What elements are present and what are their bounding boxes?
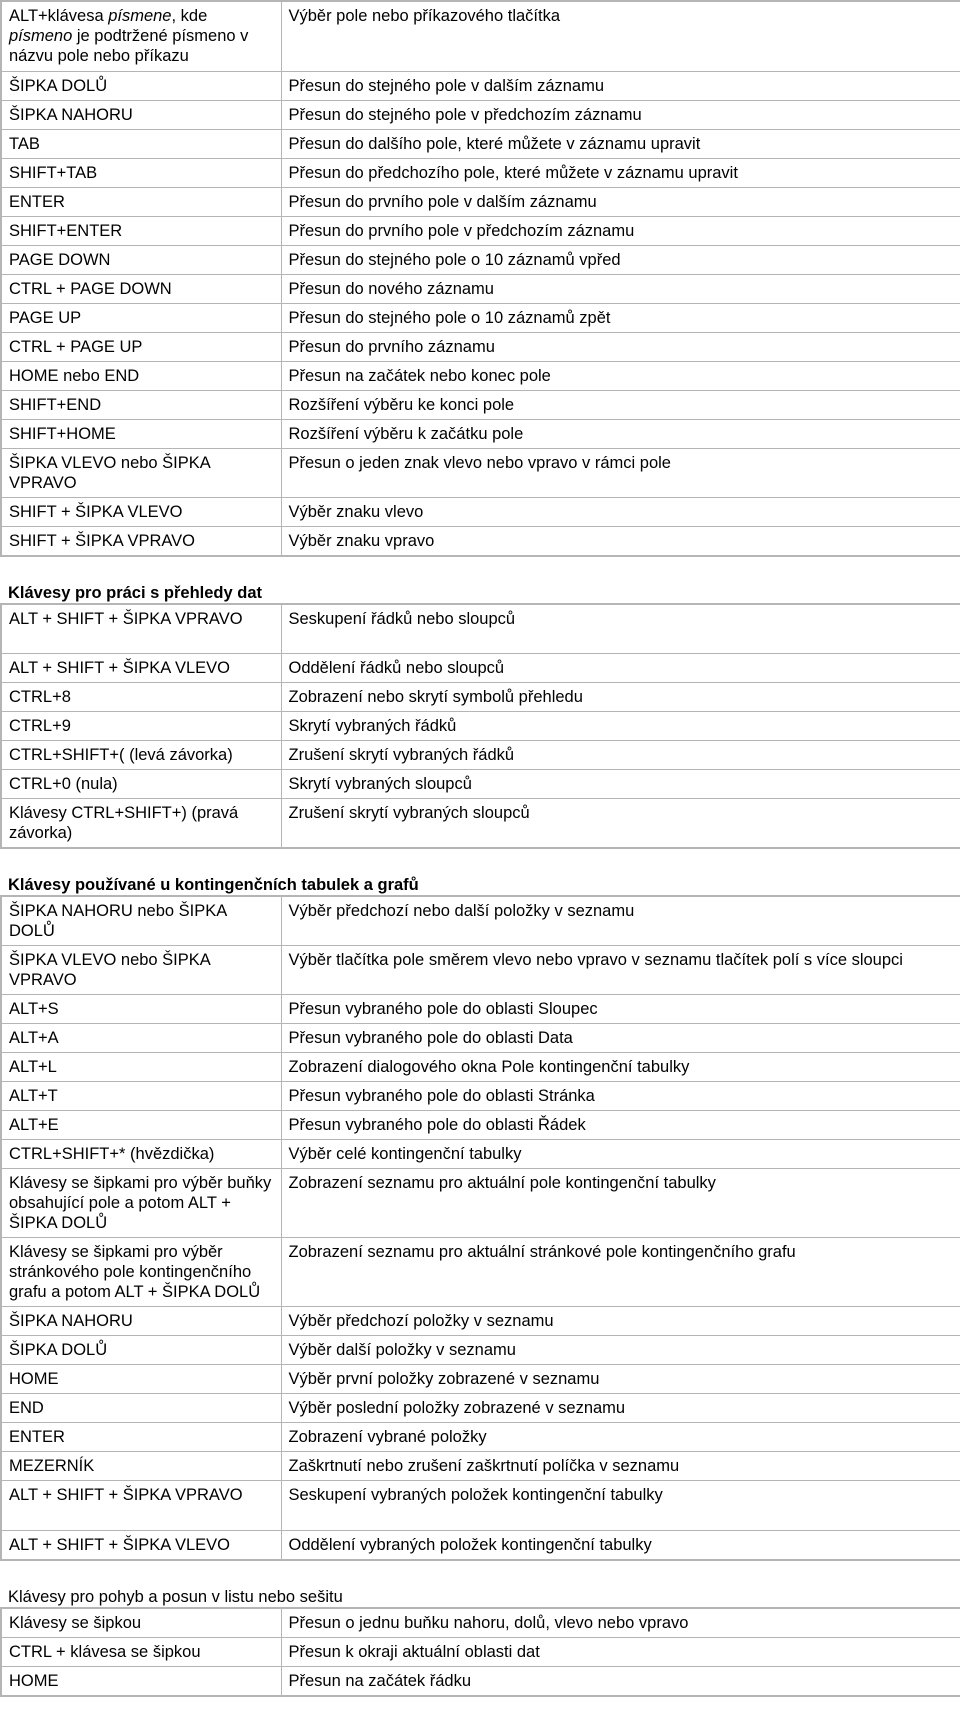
shortcut-key: ŠIPKA NAHORU nebo ŠIPKA DOLŮ	[1, 896, 281, 946]
shortcut-key: ŠIPKA DOLŮ	[1, 1336, 281, 1365]
shortcut-description: Výběr předchozí nebo další položky v seznamu	[281, 896, 960, 946]
shortcut-description: Přesun do prvního pole v předchozím záznamu	[281, 216, 960, 245]
shortcut-key: CTRL+0 (nula)	[1, 770, 281, 799]
table-row	[1, 419, 960, 448]
shortcut-description: Skrytí vybraných sloupců	[281, 770, 960, 799]
shortcut-key: SHIFT + ŠIPKA VLEVO	[1, 497, 281, 526]
shortcut-description: Výběr další položky v seznamu	[281, 1336, 960, 1365]
shortcut-description: Přesun do prvního záznamu	[281, 332, 960, 361]
table-row	[1, 683, 960, 712]
table-row	[1, 129, 960, 158]
table-row	[1, 770, 960, 799]
table-row	[1, 187, 960, 216]
shortcut-table-outlines	[0, 603, 960, 850]
shortcut-description: Rozšíření výběru ke konci pole	[281, 390, 960, 419]
shortcut-key: CTRL + PAGE DOWN	[1, 274, 281, 303]
table-row	[1, 361, 960, 390]
table-row	[1, 390, 960, 419]
table-row	[1, 1024, 960, 1053]
shortcut-key: CTRL+SHIFT+* (hvězdička)	[1, 1140, 281, 1169]
shortcut-description: Přesun do stejného pole o 10 záznamů zpět	[281, 303, 960, 332]
shortcut-key: SHIFT+END	[1, 390, 281, 419]
shortcut-description: Přesun do stejného pole v dalším záznamu	[281, 71, 960, 100]
table-row	[1, 1481, 960, 1531]
shortcut-key: HOME	[1, 1667, 281, 1697]
table-row	[1, 303, 960, 332]
shortcut-key: SHIFT+TAB	[1, 158, 281, 187]
table-row	[1, 274, 960, 303]
table-row	[1, 526, 960, 556]
table-row	[1, 712, 960, 741]
table-row	[1, 1307, 960, 1336]
shortcut-key: ALT + SHIFT + ŠIPKA VPRAVO	[1, 1481, 281, 1531]
shortcut-key: CTRL + PAGE UP	[1, 332, 281, 361]
shortcut-key: END	[1, 1394, 281, 1423]
shortcut-key: Klávesy se šipkami pro výběr buňky obsahující pole a potom ALT + ŠIPKA DOLŮ	[1, 1169, 281, 1238]
shortcut-description: Zobrazení vybrané položky	[281, 1423, 960, 1452]
shortcut-description: Výběr pole nebo příkazového tlačítka	[281, 1, 960, 71]
shortcut-key: Klávesy CTRL+SHIFT+) (pravá závorka)	[1, 799, 281, 849]
shortcut-table-fields	[0, 0, 960, 557]
table-row	[1, 654, 960, 683]
shortcut-description: Výběr znaku vpravo	[281, 526, 960, 556]
shortcut-description: Zrušení skrytí vybraných sloupců	[281, 799, 960, 849]
shortcut-description: Přesun do prvního pole v dalším záznamu	[281, 187, 960, 216]
shortcut-key: SHIFT + ŠIPKA VPRAVO	[1, 526, 281, 556]
shortcut-key: HOME	[1, 1365, 281, 1394]
table-row	[1, 71, 960, 100]
section-heading-navigation: Klávesy pro pohyb a posun v listu nebo sešitu	[8, 1588, 343, 1606]
table-row	[1, 100, 960, 129]
shortcut-description: Rozšíření výběru k začátku pole	[281, 419, 960, 448]
table-row	[1, 1365, 960, 1394]
table-row	[1, 497, 960, 526]
table-row	[1, 1394, 960, 1423]
table-row	[1, 1336, 960, 1365]
shortcut-key: TAB	[1, 129, 281, 158]
shortcut-key: CTRL+8	[1, 683, 281, 712]
table-row	[1, 604, 960, 654]
table-row	[1, 995, 960, 1024]
table-row	[1, 1638, 960, 1667]
shortcut-description: Výběr znaku vlevo	[281, 497, 960, 526]
shortcut-key: CTRL+9	[1, 712, 281, 741]
shortcut-key: ALT+L	[1, 1053, 281, 1082]
shortcut-table-navigation	[0, 1607, 960, 1697]
shortcut-description: Výběr celé kontingenční tabulky	[281, 1140, 960, 1169]
shortcut-description: Přesun do stejného pole v předchozím záznamu	[281, 100, 960, 129]
shortcut-key: PAGE UP	[1, 303, 281, 332]
table-row	[1, 245, 960, 274]
shortcut-key: ŠIPKA DOLŮ	[1, 71, 281, 100]
shortcut-key: ALT+A	[1, 1024, 281, 1053]
shortcut-key: ALT + SHIFT + ŠIPKA VLEVO	[1, 654, 281, 683]
shortcut-description: Výběr předchozí položky v seznamu	[281, 1307, 960, 1336]
shortcut-key: ALT+klávesa písmene, kde písmeno je podtržené písmeno v názvu pole nebo příkazu	[1, 1, 281, 71]
table-row	[1, 158, 960, 187]
table-row	[1, 741, 960, 770]
shortcut-key: ŠIPKA NAHORU	[1, 1307, 281, 1336]
shortcut-key: ENTER	[1, 1423, 281, 1452]
shortcut-description: Seskupení vybraných položek kontingenční tabulky	[281, 1481, 960, 1531]
table-row	[1, 216, 960, 245]
shortcut-key: Klávesy se šipkami pro výběr stránkového pole kontingenčního grafu a potom ALT + ŠIPKA DOLŮ	[1, 1238, 281, 1307]
shortcut-key: ALT+S	[1, 995, 281, 1024]
table-row	[1, 1667, 960, 1697]
shortcut-key: ENTER	[1, 187, 281, 216]
shortcut-description: Přesun k okraji aktuální oblasti dat	[281, 1638, 960, 1667]
shortcut-key: ALT + SHIFT + ŠIPKA VLEVO	[1, 1531, 281, 1561]
table-row	[1, 1608, 960, 1638]
shortcut-description: Výběr první položky zobrazené v seznamu	[281, 1365, 960, 1394]
shortcut-description: Zobrazení nebo skrytí symbolů přehledu	[281, 683, 960, 712]
table-row	[1, 332, 960, 361]
shortcut-description: Přesun do stejného pole o 10 záznamů vpřed	[281, 245, 960, 274]
shortcut-key: SHIFT+HOME	[1, 419, 281, 448]
shortcut-key: CTRL + klávesa se šipkou	[1, 1638, 281, 1667]
shortcut-description: Přesun o jednu buňku nahoru, dolů, vlevo nebo vpravo	[281, 1608, 960, 1638]
shortcut-key: ALT + SHIFT + ŠIPKA VPRAVO	[1, 604, 281, 654]
shortcut-description: Výběr tlačítka pole směrem vlevo nebo vpravo v seznamu tlačítek polí s více sloupci	[281, 946, 960, 995]
shortcut-description: Zobrazení dialogového okna Pole kontingenční tabulky	[281, 1053, 960, 1082]
table-row	[1, 448, 960, 497]
shortcut-description: Oddělení vybraných položek kontingenční tabulky	[281, 1531, 960, 1561]
shortcut-key: PAGE DOWN	[1, 245, 281, 274]
shortcut-key: ŠIPKA NAHORU	[1, 100, 281, 129]
shortcut-description: Přesun o jeden znak vlevo nebo vpravo v rámci pole	[281, 448, 960, 497]
shortcut-description: Seskupení řádků nebo sloupců	[281, 604, 960, 654]
section-heading-outlines: Klávesy pro práci s přehledy dat	[8, 583, 263, 602]
table-row	[1, 1082, 960, 1111]
shortcut-description: Přesun do dalšího pole, které můžete v záznamu upravit	[281, 129, 960, 158]
table-row	[1, 1452, 960, 1481]
shortcut-table-pivot	[0, 895, 960, 1561]
section-heading-pivot: Klávesy používané u kontingenčních tabulek a grafů	[8, 876, 419, 894]
shortcut-description: Skrytí vybraných řádků	[281, 712, 960, 741]
shortcut-key: HOME nebo END	[1, 361, 281, 390]
shortcut-description: Zobrazení seznamu pro aktuální pole kontingenční tabulky	[281, 1169, 960, 1238]
shortcut-description: Přesun vybraného pole do oblasti Stránka	[281, 1082, 960, 1111]
table-row	[1, 1140, 960, 1169]
table-row	[1, 946, 960, 995]
shortcut-key: ALT+E	[1, 1111, 281, 1140]
table-row	[1, 1531, 960, 1561]
shortcut-key: Klávesy se šipkou	[1, 1608, 281, 1638]
table-row	[1, 896, 960, 946]
shortcut-key: CTRL+SHIFT+( (levá závorka)	[1, 741, 281, 770]
shortcut-key: SHIFT+ENTER	[1, 216, 281, 245]
table-row	[1, 1053, 960, 1082]
table-row	[1, 1238, 960, 1307]
shortcut-description: Přesun do předchozího pole, které můžete v záznamu upravit	[281, 158, 960, 187]
shortcut-description: Zobrazení seznamu pro aktuální stránkové pole kontingenčního grafu	[281, 1238, 960, 1307]
table-row	[1, 1111, 960, 1140]
shortcut-description: Zrušení skrytí vybraných řádků	[281, 741, 960, 770]
shortcut-key: MEZERNÍK	[1, 1452, 281, 1481]
shortcut-description: Zaškrtnutí nebo zrušení zaškrtnutí políčka v seznamu	[281, 1452, 960, 1481]
table-row	[1, 1169, 960, 1238]
shortcut-description: Přesun vybraného pole do oblasti Řádek	[281, 1111, 960, 1140]
table-row	[1, 1, 960, 71]
table-row	[1, 799, 960, 849]
shortcut-description: Přesun vybraného pole do oblasti Data	[281, 1024, 960, 1053]
shortcut-key: ALT+T	[1, 1082, 281, 1111]
shortcut-description: Přesun na začátek řádku	[281, 1667, 960, 1697]
shortcut-description: Přesun do nového záznamu	[281, 274, 960, 303]
shortcut-description: Oddělení řádků nebo sloupců	[281, 654, 960, 683]
shortcut-description: Přesun vybraného pole do oblasti Sloupec	[281, 995, 960, 1024]
shortcut-key: ŠIPKA VLEVO nebo ŠIPKA VPRAVO	[1, 946, 281, 995]
shortcut-key: ŠIPKA VLEVO nebo ŠIPKA VPRAVO	[1, 448, 281, 497]
shortcut-description: Přesun na začátek nebo konec pole	[281, 361, 960, 390]
table-row	[1, 1423, 960, 1452]
shortcut-description: Výběr poslední položky zobrazené v seznamu	[281, 1394, 960, 1423]
